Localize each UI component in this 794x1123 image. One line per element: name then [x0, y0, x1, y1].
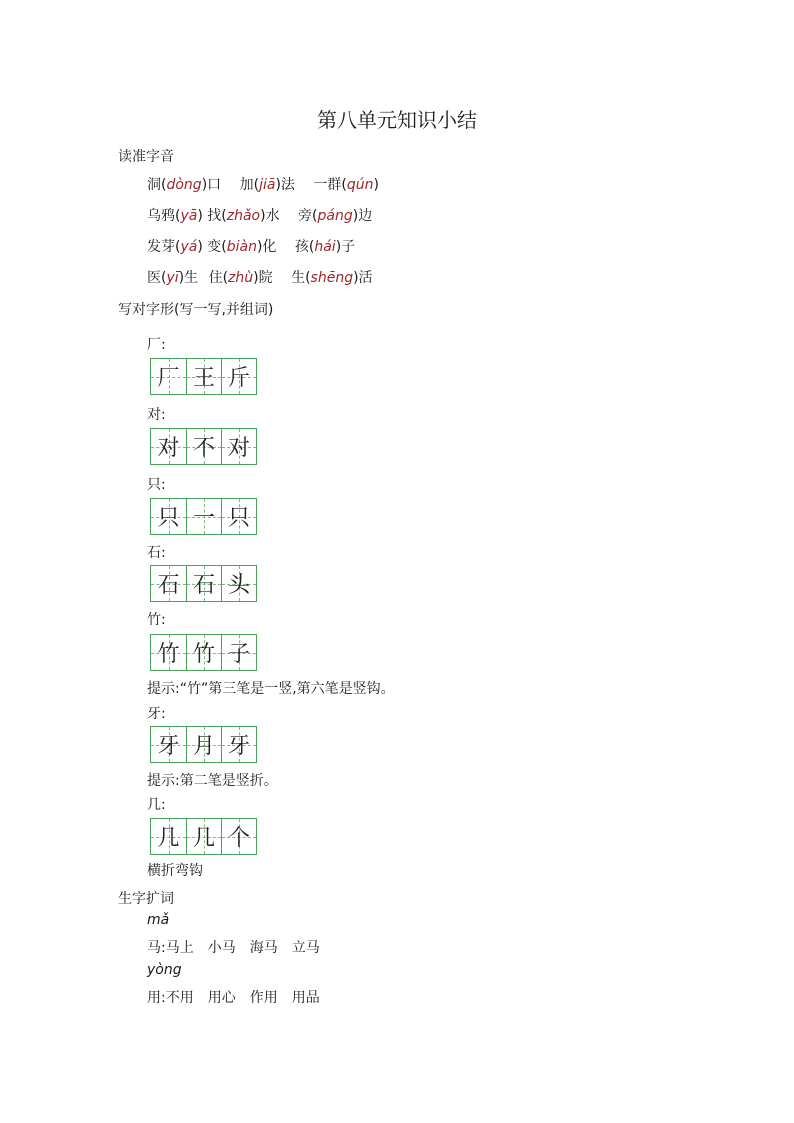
pinyin-item: 洞(dòng)口: [147, 177, 222, 193]
hint-text: 提示:第二笔是竖折。: [147, 773, 278, 789]
tianzi-grid: [150, 726, 257, 763]
char-label: 几:: [147, 797, 166, 813]
grid-cell: 对: [151, 429, 186, 464]
grid-cell: 竹: [186, 635, 221, 670]
pinyin-item: 乌鸦(yā): [147, 208, 203, 224]
grid-cell: 几: [151, 819, 186, 854]
pronunciation-row: [147, 205, 372, 225]
grid-cell: 一: [186, 499, 221, 534]
pinyin-item: 找(zhǎo)水: [207, 208, 280, 224]
grid-cell: 牙: [221, 727, 256, 762]
pronunciation-row: [147, 267, 373, 287]
pinyin-item: 住(zhù)院: [208, 270, 273, 286]
pinyin-item: 加(jiā)法: [239, 177, 295, 193]
pinyin-label: mǎ: [147, 912, 170, 928]
pinyin-label: yòng: [147, 962, 182, 978]
tianzi-grid: [150, 634, 257, 671]
char-label: 竹:: [147, 612, 166, 628]
grid-cell: 竹: [151, 635, 186, 670]
grid-cell: 个: [221, 819, 256, 854]
pinyin-item: 发芽(yá): [147, 239, 203, 255]
pinyin-item: 孩(hái)子: [294, 239, 356, 255]
pinyin-item: 生(shēng)活: [291, 270, 373, 286]
tianzi-grid: [150, 818, 257, 855]
section-heading-word-expansion: 生字扩词: [118, 891, 174, 907]
grid-cell: 厂: [151, 359, 186, 394]
pinyin-item: 一群(qún): [313, 177, 379, 193]
hint-text: 提示:“竹”第三笔是一竖,第六笔是竖钩。: [147, 681, 395, 697]
tianzi-grid: [150, 565, 257, 602]
word-list: 马:马上 小马 海马 立马: [147, 940, 320, 956]
char-label: 石:: [147, 545, 166, 561]
page-title: 第八单元知识小结: [317, 108, 477, 132]
char-label: 厂:: [147, 337, 166, 353]
grid-cell: 王: [186, 359, 221, 394]
tianzi-grid: [150, 428, 257, 465]
section-heading-pronunciation: 读准字音: [118, 149, 174, 165]
grid-cell: 头: [221, 566, 256, 601]
grid-cell: 石: [151, 566, 186, 601]
grid-cell: 几: [186, 819, 221, 854]
grid-cell: 斤: [221, 359, 256, 394]
pinyin-item: 变(biàn)化: [207, 239, 277, 255]
grid-cell: 牙: [151, 727, 186, 762]
grid-cell: 石: [186, 566, 221, 601]
grid-cell: 对: [221, 429, 256, 464]
char-label: 对:: [147, 407, 166, 423]
stroke-note: 横折弯钩: [147, 863, 203, 879]
grid-cell: 不: [186, 429, 221, 464]
grid-cell: 只: [151, 499, 186, 534]
pinyin-item: 旁(páng)边: [298, 208, 373, 224]
pronunciation-row: [147, 174, 379, 194]
char-label: 牙:: [147, 706, 166, 722]
pronunciation-row: [147, 236, 355, 256]
grid-cell: 月: [186, 727, 221, 762]
section-heading-writing: 写对字形(写一写,并组词): [118, 302, 274, 318]
tianzi-grid: [150, 358, 257, 395]
word-list: 用:不用 用心 作用 用品: [147, 990, 320, 1006]
grid-cell: 子: [221, 635, 256, 670]
tianzi-grid: [150, 498, 257, 535]
char-label: 只:: [147, 477, 166, 493]
grid-cell: 只: [221, 499, 256, 534]
pinyin-item: 医(yī)生: [147, 270, 199, 286]
